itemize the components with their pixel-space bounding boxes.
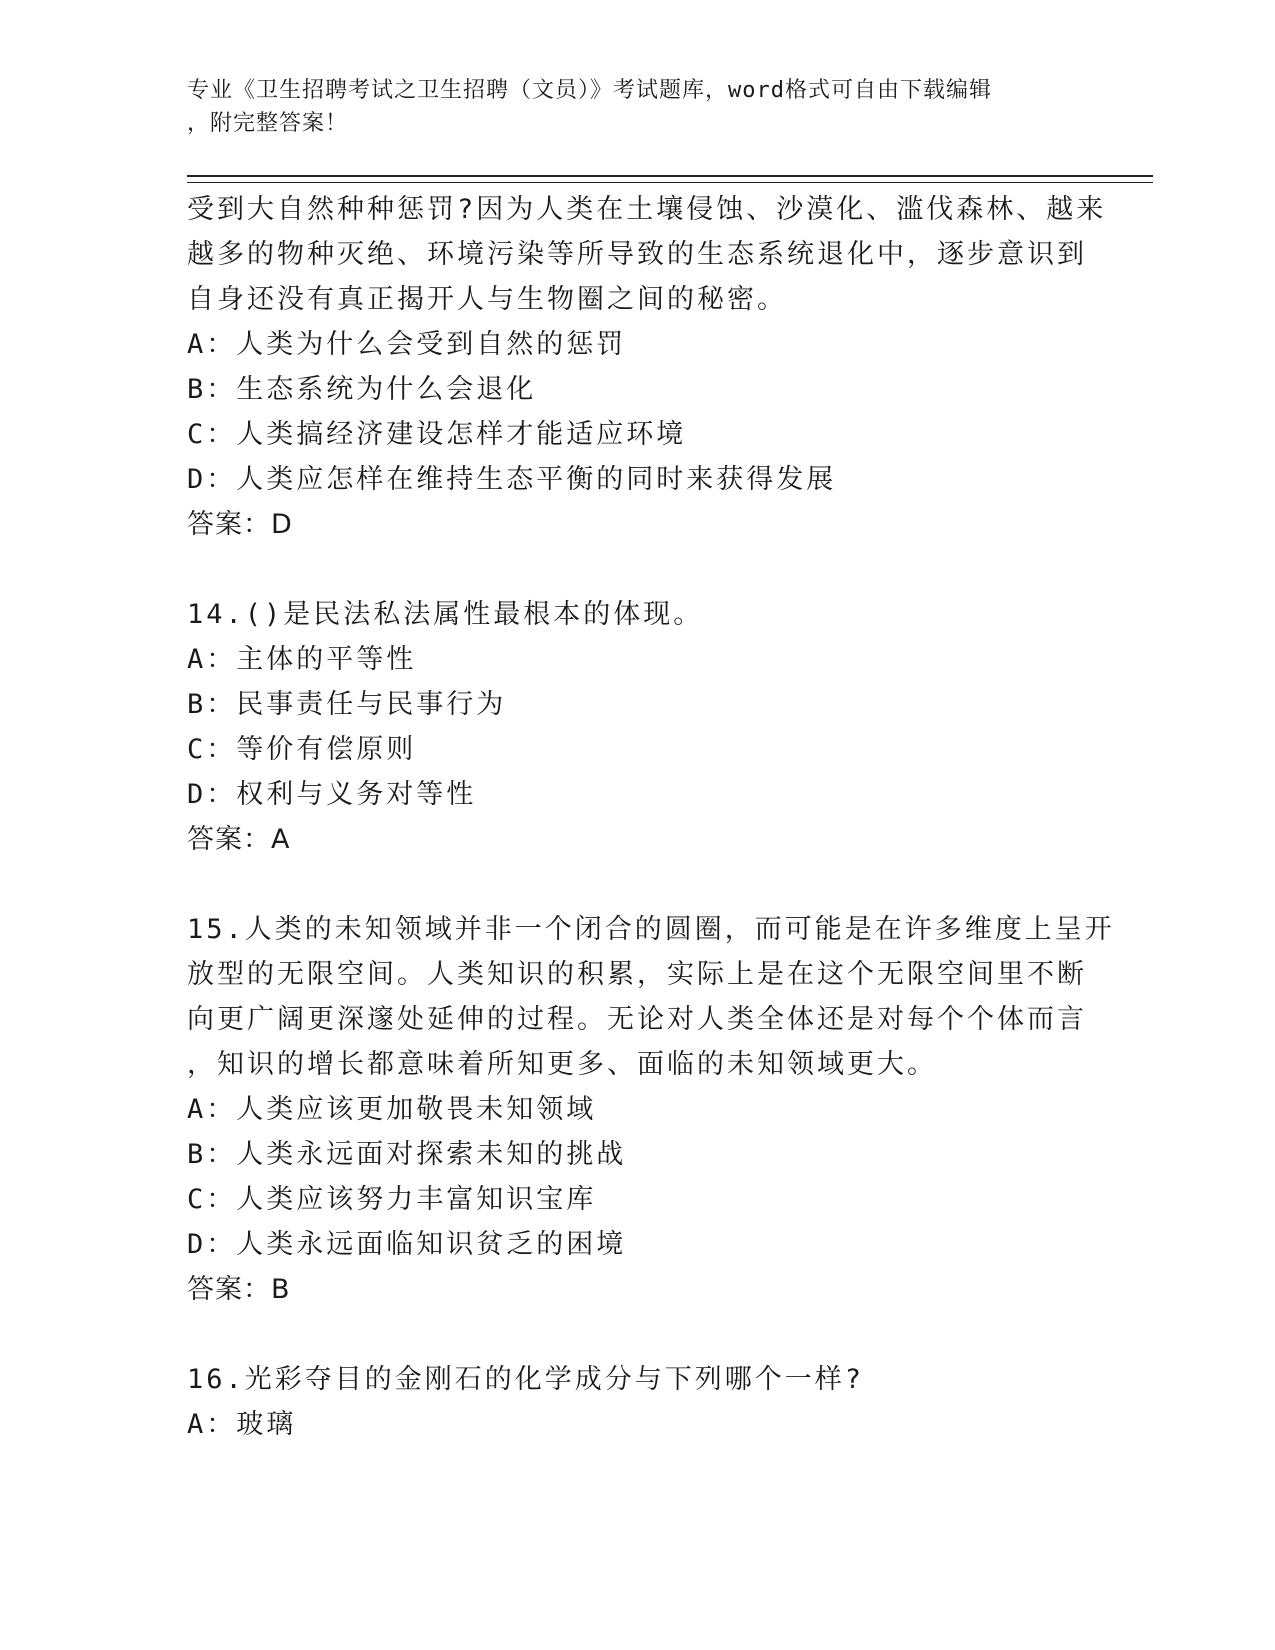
answer-line: 答案：D [187, 509, 293, 540]
document-header [187, 74, 1067, 140]
question-stem-line: 16.光彩夺目的金刚石的化学成分与下列哪个一样? [187, 1364, 865, 1395]
option-a: A：人类为什么会受到自然的惩罚 [187, 329, 627, 360]
spacer [187, 1312, 1087, 1357]
question-16 [187, 1357, 1087, 1447]
question-stem-line: 向更广阔更深邃处延伸的过程。无论对人类全体还是对每个个体而言 [187, 1004, 1087, 1035]
spacer [187, 862, 1087, 907]
option-d: D：人类永远面临知识贫乏的困境 [187, 1229, 627, 1260]
option-a: A：人类应该更加敬畏未知领域 [187, 1094, 597, 1125]
option-b: B：生态系统为什么会退化 [187, 374, 537, 405]
option-a: A：主体的平等性 [187, 644, 417, 675]
header-line-2: ，附完整答案！ [187, 111, 349, 136]
option-b: B：人类永远面对探索未知的挑战 [187, 1139, 627, 1170]
option-c: C：等价有偿原则 [187, 734, 417, 765]
question-13 [187, 187, 1107, 547]
option-b: B：民事责任与民事行为 [187, 689, 507, 720]
question-stem-line: 15.人类的未知领域并非一个闭合的圆圈，而可能是在许多维度上呈开 [187, 914, 1115, 945]
question-stem-line: 越多的物种灭绝、环境污染等所导致的生态系统退化中，逐步意识到 [187, 239, 1087, 270]
question-stem-line: 受到大自然种种惩罚?因为人类在土壤侵蚀、沙漠化、滥伐森林、越来 [187, 194, 1107, 225]
answer-line: 答案：A [187, 824, 291, 855]
question-list [187, 187, 1115, 1447]
answer-line: 答案：B [187, 1274, 291, 1305]
question-stem-line: 放型的无限空间。人类知识的积累，实际上是在这个无限空间里不断 [187, 959, 1087, 990]
option-c: C：人类搞经济建设怎样才能适应环境 [187, 419, 687, 450]
question-stem-line: 自身还没有真正揭开人与生物圈之间的秘密。 [187, 284, 787, 315]
option-d: D：人类应怎样在维持生态平衡的同时来获得发展 [187, 464, 837, 495]
header-line-1: 专业《卫生招聘考试之卫生招聘（文员）》考试题库，word格式可自由下载编辑 [187, 78, 992, 103]
question-stem-line: ，知识的增长都意味着所知更多、面临的未知领域更大。 [187, 1049, 937, 1080]
question-15 [187, 907, 1115, 1312]
question-14 [187, 592, 1087, 862]
header-rule-thin [187, 182, 1153, 183]
question-stem-line: 14.()是民法私法属性最根本的体现。 [187, 599, 704, 630]
header-rule-thick [187, 175, 1153, 177]
option-d: D：权利与义务对等性 [187, 779, 477, 810]
option-c: C：人类应该努力丰富知识宝库 [187, 1184, 597, 1215]
option-a: A：玻璃 [187, 1409, 297, 1440]
spacer [187, 547, 1087, 592]
